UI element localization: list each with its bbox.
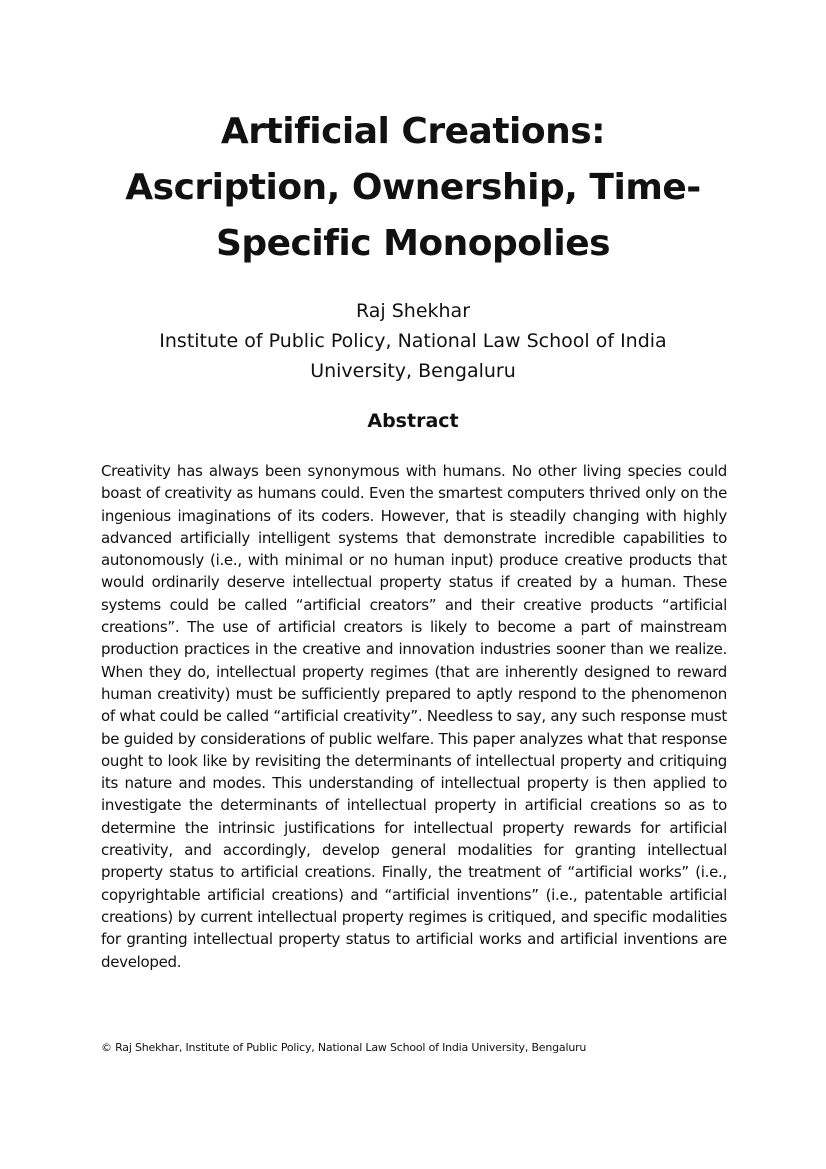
affiliation-line-1: Institute of Public Policy, National Law School of India	[159, 330, 667, 352]
author-block	[80, 296, 746, 386]
abstract-body: Creativity has always been synonymous with humans. No other living species could boast of creativity as humans could. Even the smartest computers thrived only on the ingenious imaginations of its coders. However, that is steadily changing with highly advanced artificially intelligent systems that demonstrate incredible capabilities to autonomously (i.e., with minimal or no human input) produce creative products that would ordinarily deserve intellectual property status if created by a human. These systems could be called “artificial creators” and their creative products “artificial creations”. The use of artificial creators is likely to become a part of mainstream production practices in the creative and innovation industries sooner than we realize. When they do, intellectual property regimes (that are inherently designed to reward human creativity) must be sufficiently prepared to aptly respond to the phenomenon of what could be called “artificial creativity”. Needless to say, any such response must be guided by considerations of public welfare. This paper analyzes what that response ought to look like by revisiting the determinants of intellectual property and critiquing its nature and modes. This understanding of intellectual property is then applied to investigate the determinants of intellectual property in artificial creations so as to determine the intrinsic justifications for intellectual property rewards for artificial creativity, and accordingly, develop general modalities for granting intellectual property status to artificial creations. Finally, the treatment of “artificial works” (i.e., copyrightable artificial creations) and “artificial inventions” (i.e., patentable artificial creations) by current intellectual property regimes is critiqued, and specific modalities for granting intellectual property status to artificial works and artificial inventions are developed.	[101, 462, 727, 971]
author-name: Raj Shekhar	[355, 300, 471, 322]
abstract-heading: Abstract	[367, 410, 459, 432]
title-line-1: Artificial Creations:	[220, 111, 606, 152]
paper-title	[80, 104, 746, 272]
title-line-2: Ascription, Ownership, Time-	[125, 167, 701, 208]
copyright-footer: © Raj Shekhar, Institute of Public Policy, National Law School of India University, Bengaluru	[101, 1041, 587, 1054]
title-line-3: Specific Monopolies	[215, 223, 611, 264]
affiliation-line-2: University, Bengaluru	[310, 360, 516, 382]
